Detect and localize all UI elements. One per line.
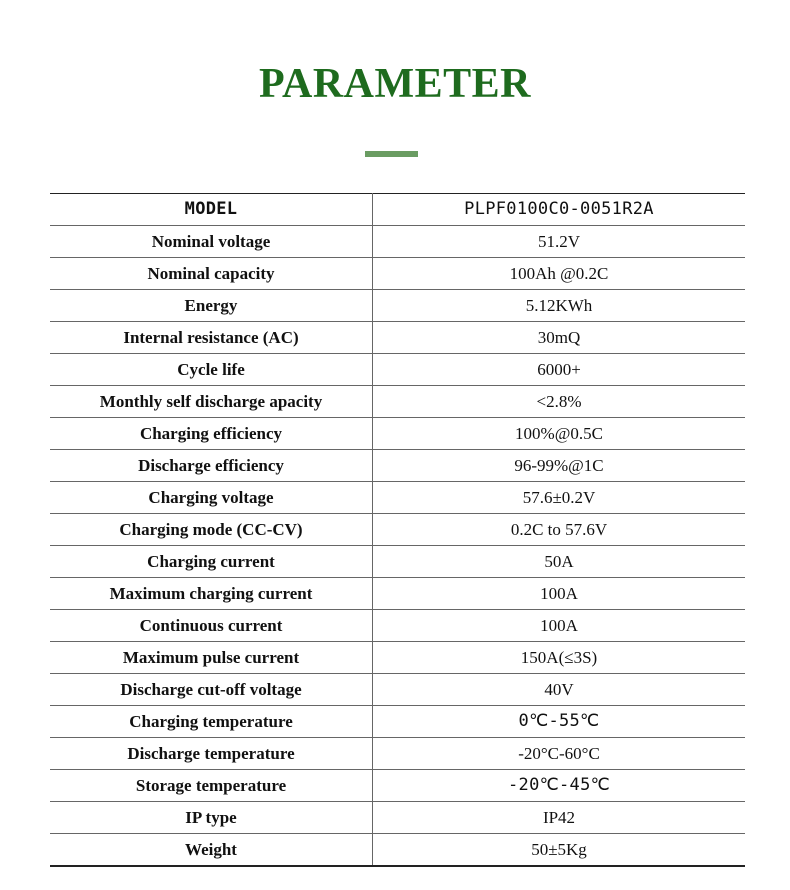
- table-row: [50, 770, 745, 802]
- row-value: 96-99%@1C: [373, 450, 746, 482]
- row-value: 100%@0.5C: [373, 418, 746, 450]
- row-value: 6000+: [373, 354, 746, 386]
- row-value: 5.12KWh: [373, 290, 746, 322]
- row-label: Charging current: [50, 546, 373, 578]
- table-row: [50, 642, 745, 674]
- table-row: [50, 674, 745, 706]
- row-label: Discharge temperature: [50, 738, 373, 770]
- row-label: Energy: [50, 290, 373, 322]
- table-row: [50, 834, 745, 867]
- table-row: [50, 194, 745, 226]
- table-row: [50, 226, 745, 258]
- row-label: Continuous current: [50, 610, 373, 642]
- row-value: 57.6±0.2V: [373, 482, 746, 514]
- row-value: <2.8%: [373, 386, 746, 418]
- table-row: [50, 386, 745, 418]
- table-row: [50, 450, 745, 482]
- row-value: 50A: [373, 546, 746, 578]
- row-value: 150A(≤3S): [373, 642, 746, 674]
- row-label: Cycle life: [50, 354, 373, 386]
- row-label: Discharge cut-off voltage: [50, 674, 373, 706]
- row-label: Charging mode (CC-CV): [50, 514, 373, 546]
- row-label: MODEL: [50, 194, 373, 226]
- table-row: [50, 738, 745, 770]
- table-row: [50, 354, 745, 386]
- row-value: -20℃-45℃: [373, 770, 746, 802]
- table-row: [50, 322, 745, 354]
- row-value: 51.2V: [373, 226, 746, 258]
- row-value: IP42: [373, 802, 746, 834]
- row-label: Weight: [50, 834, 373, 867]
- row-value: PLPF0100C0-0051R2A: [373, 194, 746, 226]
- row-value: 0℃-55℃: [373, 706, 746, 738]
- table-row: [50, 290, 745, 322]
- page-title: PARAMETER: [258, 61, 532, 107]
- row-label: Charging temperature: [50, 706, 373, 738]
- row-value: 100A: [373, 610, 746, 642]
- row-label: IP type: [50, 802, 373, 834]
- row-value: 30mQ: [373, 322, 746, 354]
- row-value: 50±5Kg: [373, 834, 746, 867]
- table-row: [50, 802, 745, 834]
- table-row: [50, 258, 745, 290]
- row-label: Nominal voltage: [50, 226, 373, 258]
- table-row: [50, 610, 745, 642]
- row-value: 0.2C to 57.6V: [373, 514, 746, 546]
- row-value: 100A: [373, 578, 746, 610]
- row-value: -20°C-60°C: [373, 738, 746, 770]
- parameter-table: [50, 193, 745, 867]
- row-label: Maximum pulse current: [50, 642, 373, 674]
- row-label: Discharge efficiency: [50, 450, 373, 482]
- row-label: Nominal capacity: [50, 258, 373, 290]
- table-row: [50, 546, 745, 578]
- table-row: [50, 482, 745, 514]
- table-row: [50, 706, 745, 738]
- row-value: 40V: [373, 674, 746, 706]
- row-label: Storage temperature: [50, 770, 373, 802]
- row-label: Maximum charging current: [50, 578, 373, 610]
- row-value: 100Ah @0.2C: [373, 258, 746, 290]
- row-label: Charging voltage: [50, 482, 373, 514]
- title-underline: [365, 151, 418, 157]
- row-label: Internal resistance (AC): [50, 322, 373, 354]
- table-row: [50, 514, 745, 546]
- row-label: Monthly self discharge apacity: [50, 386, 373, 418]
- table-row: [50, 578, 745, 610]
- row-label: Charging efficiency: [50, 418, 373, 450]
- table-row: [50, 418, 745, 450]
